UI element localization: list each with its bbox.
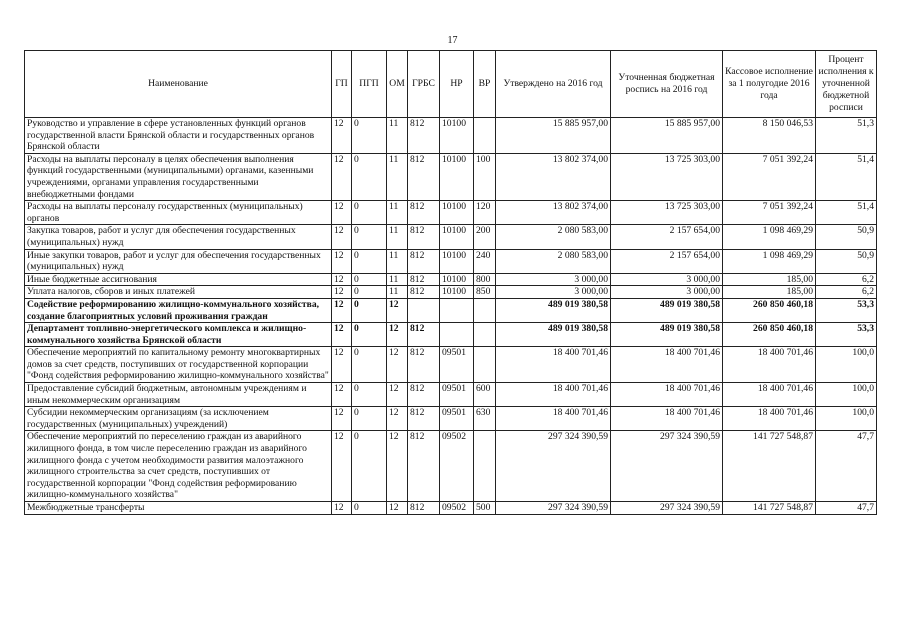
cell-om: 12 bbox=[387, 383, 408, 407]
cell-approved: 3 000,00 bbox=[496, 273, 611, 286]
cell-gp: 12 bbox=[332, 347, 352, 383]
cell-pgp: 0 bbox=[352, 323, 387, 347]
cell-vr: 630 bbox=[474, 407, 496, 431]
cell-vr: 850 bbox=[474, 286, 496, 299]
cell-vr: 100 bbox=[474, 153, 496, 200]
cell-grbs: 812 bbox=[408, 431, 440, 502]
cell-refined: 297 324 390,59 bbox=[611, 502, 723, 515]
budget-table bbox=[24, 50, 877, 515]
cell-vr bbox=[474, 323, 496, 347]
cell-percent: 51,4 bbox=[816, 153, 877, 200]
cell-approved: 18 400 701,46 bbox=[496, 383, 611, 407]
cell-vr bbox=[474, 118, 496, 154]
cell-approved: 13 802 374,00 bbox=[496, 153, 611, 200]
cell-om: 12 bbox=[387, 298, 408, 322]
cell-pgp: 0 bbox=[352, 286, 387, 299]
cell-gp: 12 bbox=[332, 431, 352, 502]
cell-pgp: 0 bbox=[352, 225, 387, 249]
cell-np: 10100 bbox=[440, 286, 474, 299]
cell-percent: 50,9 bbox=[816, 225, 877, 249]
header-np: НР bbox=[440, 51, 474, 118]
cell-np bbox=[440, 323, 474, 347]
cell-name: Субсидии некоммерческим организациям (за исключением государственных (муниципальных) учреждений) bbox=[25, 407, 332, 431]
cell-name: Межбюджетные трансферты bbox=[25, 502, 332, 515]
cell-refined: 2 157 654,00 bbox=[611, 225, 723, 249]
cell-om: 12 bbox=[387, 323, 408, 347]
cell-grbs: 812 bbox=[408, 286, 440, 299]
cell-refined: 3 000,00 bbox=[611, 273, 723, 286]
cell-gp: 12 bbox=[332, 225, 352, 249]
cell-refined: 2 157 654,00 bbox=[611, 249, 723, 273]
cell-refined: 18 400 701,46 bbox=[611, 347, 723, 383]
cell-np: 09502 bbox=[440, 502, 474, 515]
cell-percent: 100,0 bbox=[816, 407, 877, 431]
cell-name: Руководство и управление в сфере установленных функций органов государственной власти Брянской области и государственных органов Брянской области bbox=[25, 118, 332, 154]
header-grbs: ГРБС bbox=[408, 51, 440, 118]
cell-cash: 18 400 701,46 bbox=[723, 407, 816, 431]
cell-name: Закупка товаров, работ и услуг для обеспечения государственных (муниципальных) нужд bbox=[25, 225, 332, 249]
cell-vr: 200 bbox=[474, 225, 496, 249]
cell-pgp: 0 bbox=[352, 298, 387, 322]
cell-vr bbox=[474, 298, 496, 322]
cell-approved: 297 324 390,59 bbox=[496, 431, 611, 502]
header-name: Наименование bbox=[25, 51, 332, 118]
cell-cash: 141 727 548,87 bbox=[723, 502, 816, 515]
cell-vr: 240 bbox=[474, 249, 496, 273]
cell-approved: 15 885 957,00 bbox=[496, 118, 611, 154]
cell-np: 09501 bbox=[440, 347, 474, 383]
cell-grbs: 812 bbox=[408, 323, 440, 347]
cell-pgp: 0 bbox=[352, 201, 387, 225]
cell-name: Предоставление субсидий бюджетным, автономным учреждениям и иным некоммерческим организациям bbox=[25, 383, 332, 407]
table-row bbox=[25, 249, 877, 273]
cell-gp: 12 bbox=[332, 502, 352, 515]
table-row bbox=[25, 201, 877, 225]
table-row bbox=[25, 286, 877, 299]
cell-name: Уплата налогов, сборов и иных платежей bbox=[25, 286, 332, 299]
cell-percent: 51,3 bbox=[816, 118, 877, 154]
table-header-row bbox=[25, 51, 877, 118]
table-row bbox=[25, 383, 877, 407]
cell-vr: 120 bbox=[474, 201, 496, 225]
cell-refined: 13 725 303,00 bbox=[611, 153, 723, 200]
cell-name: Обеспечение мероприятий по капитальному ремонту многоквартирных домов за счет средств, поступивших от государственной корпорации "Фонд содействия реформированию жилищно-коммунального хозяйства" bbox=[25, 347, 332, 383]
cell-vr: 600 bbox=[474, 383, 496, 407]
cell-gp: 12 bbox=[332, 118, 352, 154]
cell-vr bbox=[474, 431, 496, 502]
cell-np: 10100 bbox=[440, 153, 474, 200]
cell-refined: 3 000,00 bbox=[611, 286, 723, 299]
cell-pgp: 0 bbox=[352, 383, 387, 407]
cell-grbs: 812 bbox=[408, 153, 440, 200]
cell-cash: 18 400 701,46 bbox=[723, 347, 816, 383]
cell-pgp: 0 bbox=[352, 431, 387, 502]
cell-name: Иные бюджетные ассигнования bbox=[25, 273, 332, 286]
header-percent: Процент исполнения к уточненной бюджетной росписи bbox=[816, 51, 877, 118]
cell-cash: 260 850 460,18 bbox=[723, 323, 816, 347]
cell-gp: 12 bbox=[332, 273, 352, 286]
cell-np: 10100 bbox=[440, 201, 474, 225]
cell-pgp: 0 bbox=[352, 407, 387, 431]
cell-np: 10100 bbox=[440, 249, 474, 273]
cell-percent: 100,0 bbox=[816, 383, 877, 407]
header-approved: Утверждено на 2016 год bbox=[496, 51, 611, 118]
cell-om: 12 bbox=[387, 502, 408, 515]
cell-cash: 260 850 460,18 bbox=[723, 298, 816, 322]
cell-np: 09501 bbox=[440, 407, 474, 431]
table-row bbox=[25, 273, 877, 286]
cell-refined: 13 725 303,00 bbox=[611, 201, 723, 225]
header-gp: ГП bbox=[332, 51, 352, 118]
cell-np: 09502 bbox=[440, 431, 474, 502]
cell-np: 09501 bbox=[440, 383, 474, 407]
cell-cash: 18 400 701,46 bbox=[723, 383, 816, 407]
cell-pgp: 0 bbox=[352, 249, 387, 273]
cell-om: 11 bbox=[387, 225, 408, 249]
cell-approved: 2 080 583,00 bbox=[496, 225, 611, 249]
cell-percent: 100,0 bbox=[816, 347, 877, 383]
cell-cash: 185,00 bbox=[723, 286, 816, 299]
cell-name: Содействие реформированию жилищно-коммунального хозяйства, создание благоприятных условий проживания граждан bbox=[25, 298, 332, 322]
table-row bbox=[25, 431, 877, 502]
table-row bbox=[25, 323, 877, 347]
cell-pgp: 0 bbox=[352, 153, 387, 200]
cell-approved: 18 400 701,46 bbox=[496, 347, 611, 383]
cell-refined: 297 324 390,59 bbox=[611, 431, 723, 502]
header-om: ОМ bbox=[387, 51, 408, 118]
cell-percent: 53,3 bbox=[816, 323, 877, 347]
cell-refined: 18 400 701,46 bbox=[611, 383, 723, 407]
cell-cash: 7 051 392,24 bbox=[723, 201, 816, 225]
cell-grbs: 812 bbox=[408, 502, 440, 515]
cell-gp: 12 bbox=[332, 298, 352, 322]
table-row bbox=[25, 298, 877, 322]
cell-om: 11 bbox=[387, 118, 408, 154]
cell-percent: 53,3 bbox=[816, 298, 877, 322]
cell-grbs: 812 bbox=[408, 383, 440, 407]
cell-gp: 12 bbox=[332, 153, 352, 200]
cell-pgp: 0 bbox=[352, 273, 387, 286]
cell-grbs bbox=[408, 298, 440, 322]
cell-refined: 15 885 957,00 bbox=[611, 118, 723, 154]
table-row bbox=[25, 153, 877, 200]
cell-approved: 2 080 583,00 bbox=[496, 249, 611, 273]
cell-cash: 1 098 469,29 bbox=[723, 249, 816, 273]
cell-vr: 800 bbox=[474, 273, 496, 286]
cell-percent: 50,9 bbox=[816, 249, 877, 273]
header-cash: Кассовое исполнение за 1 полугодие 2016 года bbox=[723, 51, 816, 118]
cell-gp: 12 bbox=[332, 201, 352, 225]
cell-om: 11 bbox=[387, 273, 408, 286]
cell-percent: 6,2 bbox=[816, 273, 877, 286]
cell-refined: 489 019 380,58 bbox=[611, 298, 723, 322]
cell-pgp: 0 bbox=[352, 502, 387, 515]
cell-grbs: 812 bbox=[408, 118, 440, 154]
cell-name: Расходы на выплаты персоналу государственных (муниципальных) органов bbox=[25, 201, 332, 225]
cell-grbs: 812 bbox=[408, 407, 440, 431]
table-row bbox=[25, 225, 877, 249]
cell-name: Обеспечение мероприятий по переселению граждан из аварийного жилищного фонда, в том числе переселению граждан из аварийного жилищного фонда с учетом необходимости развития малоэтажного жилищного строительства за счет средств, поступивших от государственной корпорации "Фонд содействия реформированию жилищно-коммунального хозяйства" bbox=[25, 431, 332, 502]
cell-approved: 489 019 380,58 bbox=[496, 323, 611, 347]
cell-gp: 12 bbox=[332, 323, 352, 347]
cell-approved: 3 000,00 bbox=[496, 286, 611, 299]
cell-gp: 12 bbox=[332, 286, 352, 299]
header-pgp: ПГП bbox=[352, 51, 387, 118]
cell-grbs: 812 bbox=[408, 273, 440, 286]
cell-pgp: 0 bbox=[352, 347, 387, 383]
cell-percent: 47,7 bbox=[816, 502, 877, 515]
cell-grbs: 812 bbox=[408, 225, 440, 249]
cell-np bbox=[440, 298, 474, 322]
table-row bbox=[25, 347, 877, 383]
cell-grbs: 812 bbox=[408, 249, 440, 273]
table-row bbox=[25, 502, 877, 515]
cell-gp: 12 bbox=[332, 407, 352, 431]
cell-np: 10100 bbox=[440, 118, 474, 154]
cell-percent: 6,2 bbox=[816, 286, 877, 299]
cell-name: Департамент топливно-энергетического комплекса и жилищно-коммунального хозяйства Брянской области bbox=[25, 323, 332, 347]
cell-name: Иные закупки товаров, работ и услуг для обеспечения государственных (муниципальных) нужд bbox=[25, 249, 332, 273]
cell-om: 11 bbox=[387, 153, 408, 200]
cell-cash: 185,00 bbox=[723, 273, 816, 286]
cell-om: 11 bbox=[387, 286, 408, 299]
cell-approved: 13 802 374,00 bbox=[496, 201, 611, 225]
cell-cash: 141 727 548,87 bbox=[723, 431, 816, 502]
cell-approved: 18 400 701,46 bbox=[496, 407, 611, 431]
table-row bbox=[25, 407, 877, 431]
page-number: 17 bbox=[447, 35, 458, 46]
cell-vr bbox=[474, 347, 496, 383]
cell-approved: 297 324 390,59 bbox=[496, 502, 611, 515]
cell-approved: 489 019 380,58 bbox=[496, 298, 611, 322]
cell-om: 11 bbox=[387, 249, 408, 273]
cell-grbs: 812 bbox=[408, 201, 440, 225]
cell-refined: 18 400 701,46 bbox=[611, 407, 723, 431]
cell-name: Расходы на выплаты персоналу в целях обеспечения выполнения функций государственными (муниципальными) органами, казенными учреждениями, органами управления государственными внебюджетными фондами bbox=[25, 153, 332, 200]
cell-vr: 500 bbox=[474, 502, 496, 515]
cell-np: 10100 bbox=[440, 273, 474, 286]
cell-refined: 489 019 380,58 bbox=[611, 323, 723, 347]
cell-np: 10100 bbox=[440, 225, 474, 249]
cell-om: 12 bbox=[387, 347, 408, 383]
cell-om: 12 bbox=[387, 407, 408, 431]
cell-cash: 8 150 046,53 bbox=[723, 118, 816, 154]
cell-gp: 12 bbox=[332, 383, 352, 407]
cell-cash: 1 098 469,29 bbox=[723, 225, 816, 249]
cell-pgp: 0 bbox=[352, 118, 387, 154]
cell-percent: 51,4 bbox=[816, 201, 877, 225]
cell-om: 11 bbox=[387, 201, 408, 225]
cell-gp: 12 bbox=[332, 249, 352, 273]
table-row bbox=[25, 118, 877, 154]
table-body bbox=[25, 118, 877, 515]
cell-om: 12 bbox=[387, 431, 408, 502]
header-vr: ВР bbox=[474, 51, 496, 118]
cell-percent: 47,7 bbox=[816, 431, 877, 502]
header-refined: Уточненная бюджетная роспись на 2016 год bbox=[611, 51, 723, 118]
cell-grbs: 812 bbox=[408, 347, 440, 383]
cell-cash: 7 051 392,24 bbox=[723, 153, 816, 200]
